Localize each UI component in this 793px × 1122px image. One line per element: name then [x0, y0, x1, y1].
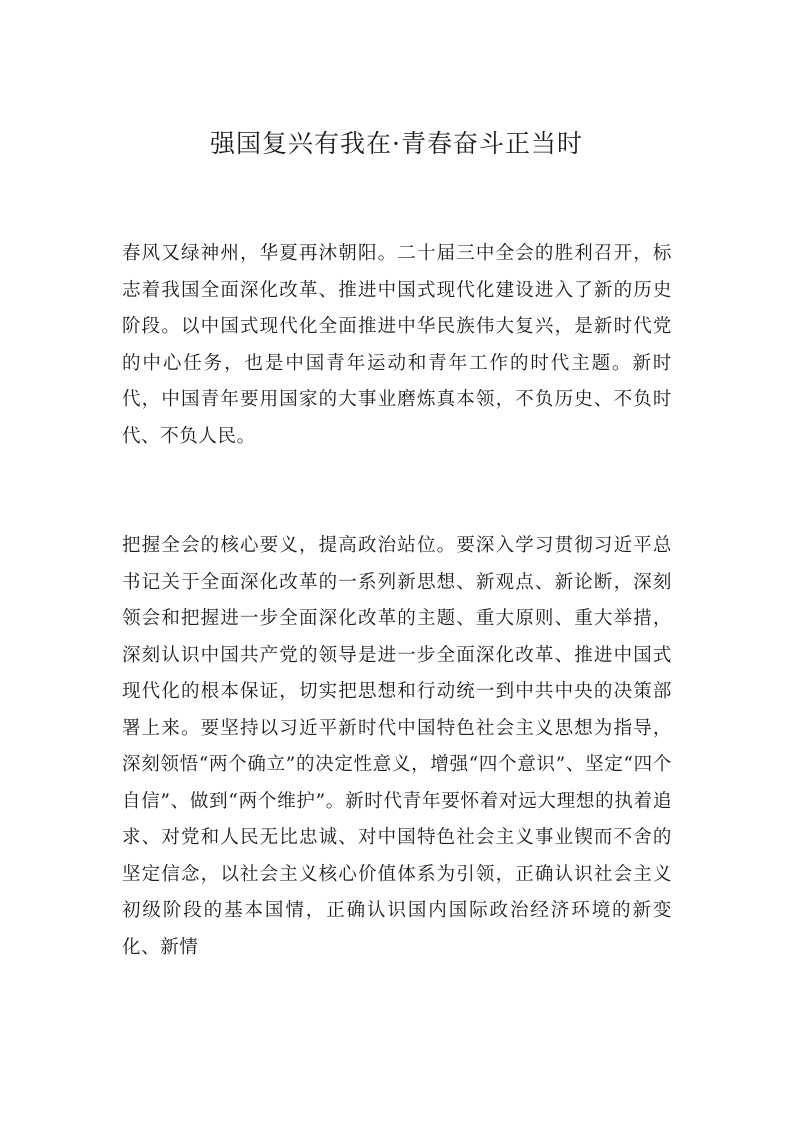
document-title: 强国复兴有我在·青春奋斗正当时 [210, 129, 583, 158]
body-paragraph-2: 把握全会的核心要义，提高政治站位。要深入学习贯彻习近平总书记关于全面深化改革的一系列新思想、新观点、新论断，深刻领会和把握进一步全面深化改革的主题、重大原则、重大举措，深刻认识中国共产党的领导是进一步全面深化改革、推进中国式现代化的根本保证，切实把思想和行动统一到中共中央的决策部署上来。要坚持以习近平新时代中国特色社会主义思想为指导，深刻领悟“两个确立”的决定性意义，增强“四个意识”、坚定“四个自信”、做到“两个维护”。新时代青年要怀着对远大理想的执着追求、对党和人民无比忠诚、对中国特色社会主义事业锲而不舍的坚定信念，以社会主义核心价值体系为引领，正确认识社会主义初级阶段的基本国情，正确认识国内国际政治经济环境的新变化、新情 [122, 535, 672, 958]
body-paragraph-1: 春风又绿神州，华夏再沐朝阳。二十届三中全会的胜利召开，标志着我国全面深化改革、推进中国式现代化建设进入了新的历史阶段。以中国式现代化全面推进中华民族伟大复兴，是新时代党的中心任务，也是中国青年运动和青年工作的时代主题。新时代，中国青年要用国家的大事业磨炼真本领，不负历史、不负时代、不负人民。 [122, 243, 672, 447]
